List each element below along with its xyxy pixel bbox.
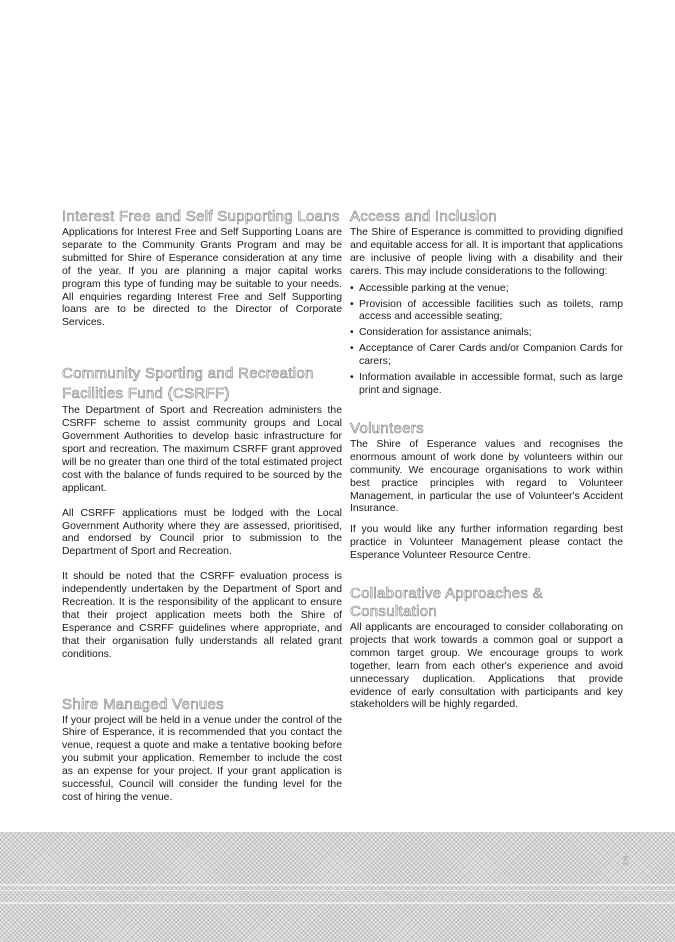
bullet-list: [350, 283, 623, 398]
list-item-text: Acceptance of Carer Cards and/or Companion Cards for carers;: [359, 343, 623, 368]
section-volunteers: [350, 420, 623, 563]
list-item-text: Provision of accessible facilities such as toilets, ramp access and accessible seating;: [359, 298, 623, 323]
list-item-text: Accessible parking at the venue;: [359, 282, 509, 294]
footer-stripe: [0, 884, 675, 886]
paragraph: The Shire of Esperance values and recognises the enormous amount of work done by volunteers within our community. We encourage organisations to work within best practice principles with regard to Volunteer Management, in particular the use of Volunteer's Accident Insurance.: [350, 438, 623, 515]
heading-shire-managed-venues: Shire Managed Venues: [62, 695, 224, 713]
bullet-icon: •: [350, 372, 354, 384]
left-column: [62, 208, 342, 817]
section-collaborative-approaches: [350, 585, 623, 712]
bullet-icon: •: [350, 282, 354, 294]
list-item-text: Information available in accessible format, such as large print and signage.: [359, 372, 623, 396]
heading-volunteers: Volunteers: [350, 419, 424, 437]
paragraph: All applicants are encouraged to consider collaborating on projects that work towards a common goal or support a common target group. We encourage groups to work together, learn from each other's experience and avoid unnecessary duplication. Applications that provide evidence of early consultation with participants and key stakeholders will be highly regarded.: [350, 622, 623, 711]
bullet-icon: •: [350, 298, 354, 310]
section-interest-free-loans: [62, 208, 342, 330]
footer-stripe: [0, 890, 675, 891]
paragraph: If your project will be held in a venue under the control of the Shire of Esperance, it is recommended that you contact the venue, request a quote and make a tentative booking before you submit your application. Remember to include the cost as an expense for your project. If your grant application is successful, Council will consider the funding level for the cost of hiring the venue.: [62, 714, 342, 803]
section-access-inclusion: [350, 208, 623, 398]
paragraph: The Department of Sport and Recreation administers the CSRFF scheme to assist community groups and Local Government Authorities to develop basic infrastructure for sport and recreation. The maximum CSRFF grant approved will be no greater than one third of the total estimated project cost with the balance of funds required to be sourced by the applicant.: [62, 405, 342, 494]
paragraph: It should be noted that the CSRFF evaluation process is independently undertaken by the Department of Sport and Recreation. It is the responsibility of the applicant to ensure that their project application meets both the Shire of Esperance and CSRFF guidelines where appropriate, and that their organisation fully understands all related grant conditions.: [62, 571, 342, 660]
section-csrff: [62, 364, 342, 661]
list-item: [350, 283, 623, 296]
list-item: [350, 299, 623, 325]
heading-collaborative-approaches: Collaborative Approaches & Consultation: [350, 585, 543, 621]
paragraph: All CSRFF applications must be lodged with the Local Government Authority where they are assessed, prioritised, and endorsed by Council prior to submission to the Department of Sport and Recreation.: [62, 507, 342, 558]
bullet-icon: •: [350, 343, 354, 355]
paragraph: Applications for Interest Free and Self Supporting Loans are separate to the Community Grants Program and may be submitted for Shire of Esperance consideration at any time of the year. If you are planning a major capital works program this type of funding may be suitable to your needs. All enquiries regarding Interest Free and Self Supporting loans are to be directed to the Director of Corporate Services.: [62, 227, 342, 329]
list-item: [350, 327, 623, 340]
bullet-icon: •: [350, 327, 354, 339]
page-number: 5: [622, 854, 629, 868]
paragraph: The Shire of Esperance is committed to providing dignified and equitable access for all. It is important that applications are inclusive of people living with a disability and their carers. This may include considerations to the following:: [350, 227, 623, 277]
paragraph: If you would like any further information regarding best practice in Volunteer Management please contact the Esperance Volunteer Resource Centre.: [350, 524, 623, 562]
list-item: [350, 372, 623, 398]
list-item: [350, 343, 623, 369]
section-shire-managed-venues: [62, 696, 342, 805]
right-column: [350, 208, 623, 724]
footer-band: [0, 832, 675, 942]
footer-stripe: [0, 902, 675, 904]
heading-access-inclusion: Access and Inclusion: [350, 208, 497, 225]
heading-csrff: Community Sporting and Recreation Facilities Fund (CSRFF): [62, 365, 314, 403]
list-item-text: Consideration for assistance animals;: [359, 327, 532, 339]
heading-interest-free-loans: Interest Free and Self Supporting Loans: [62, 208, 340, 225]
